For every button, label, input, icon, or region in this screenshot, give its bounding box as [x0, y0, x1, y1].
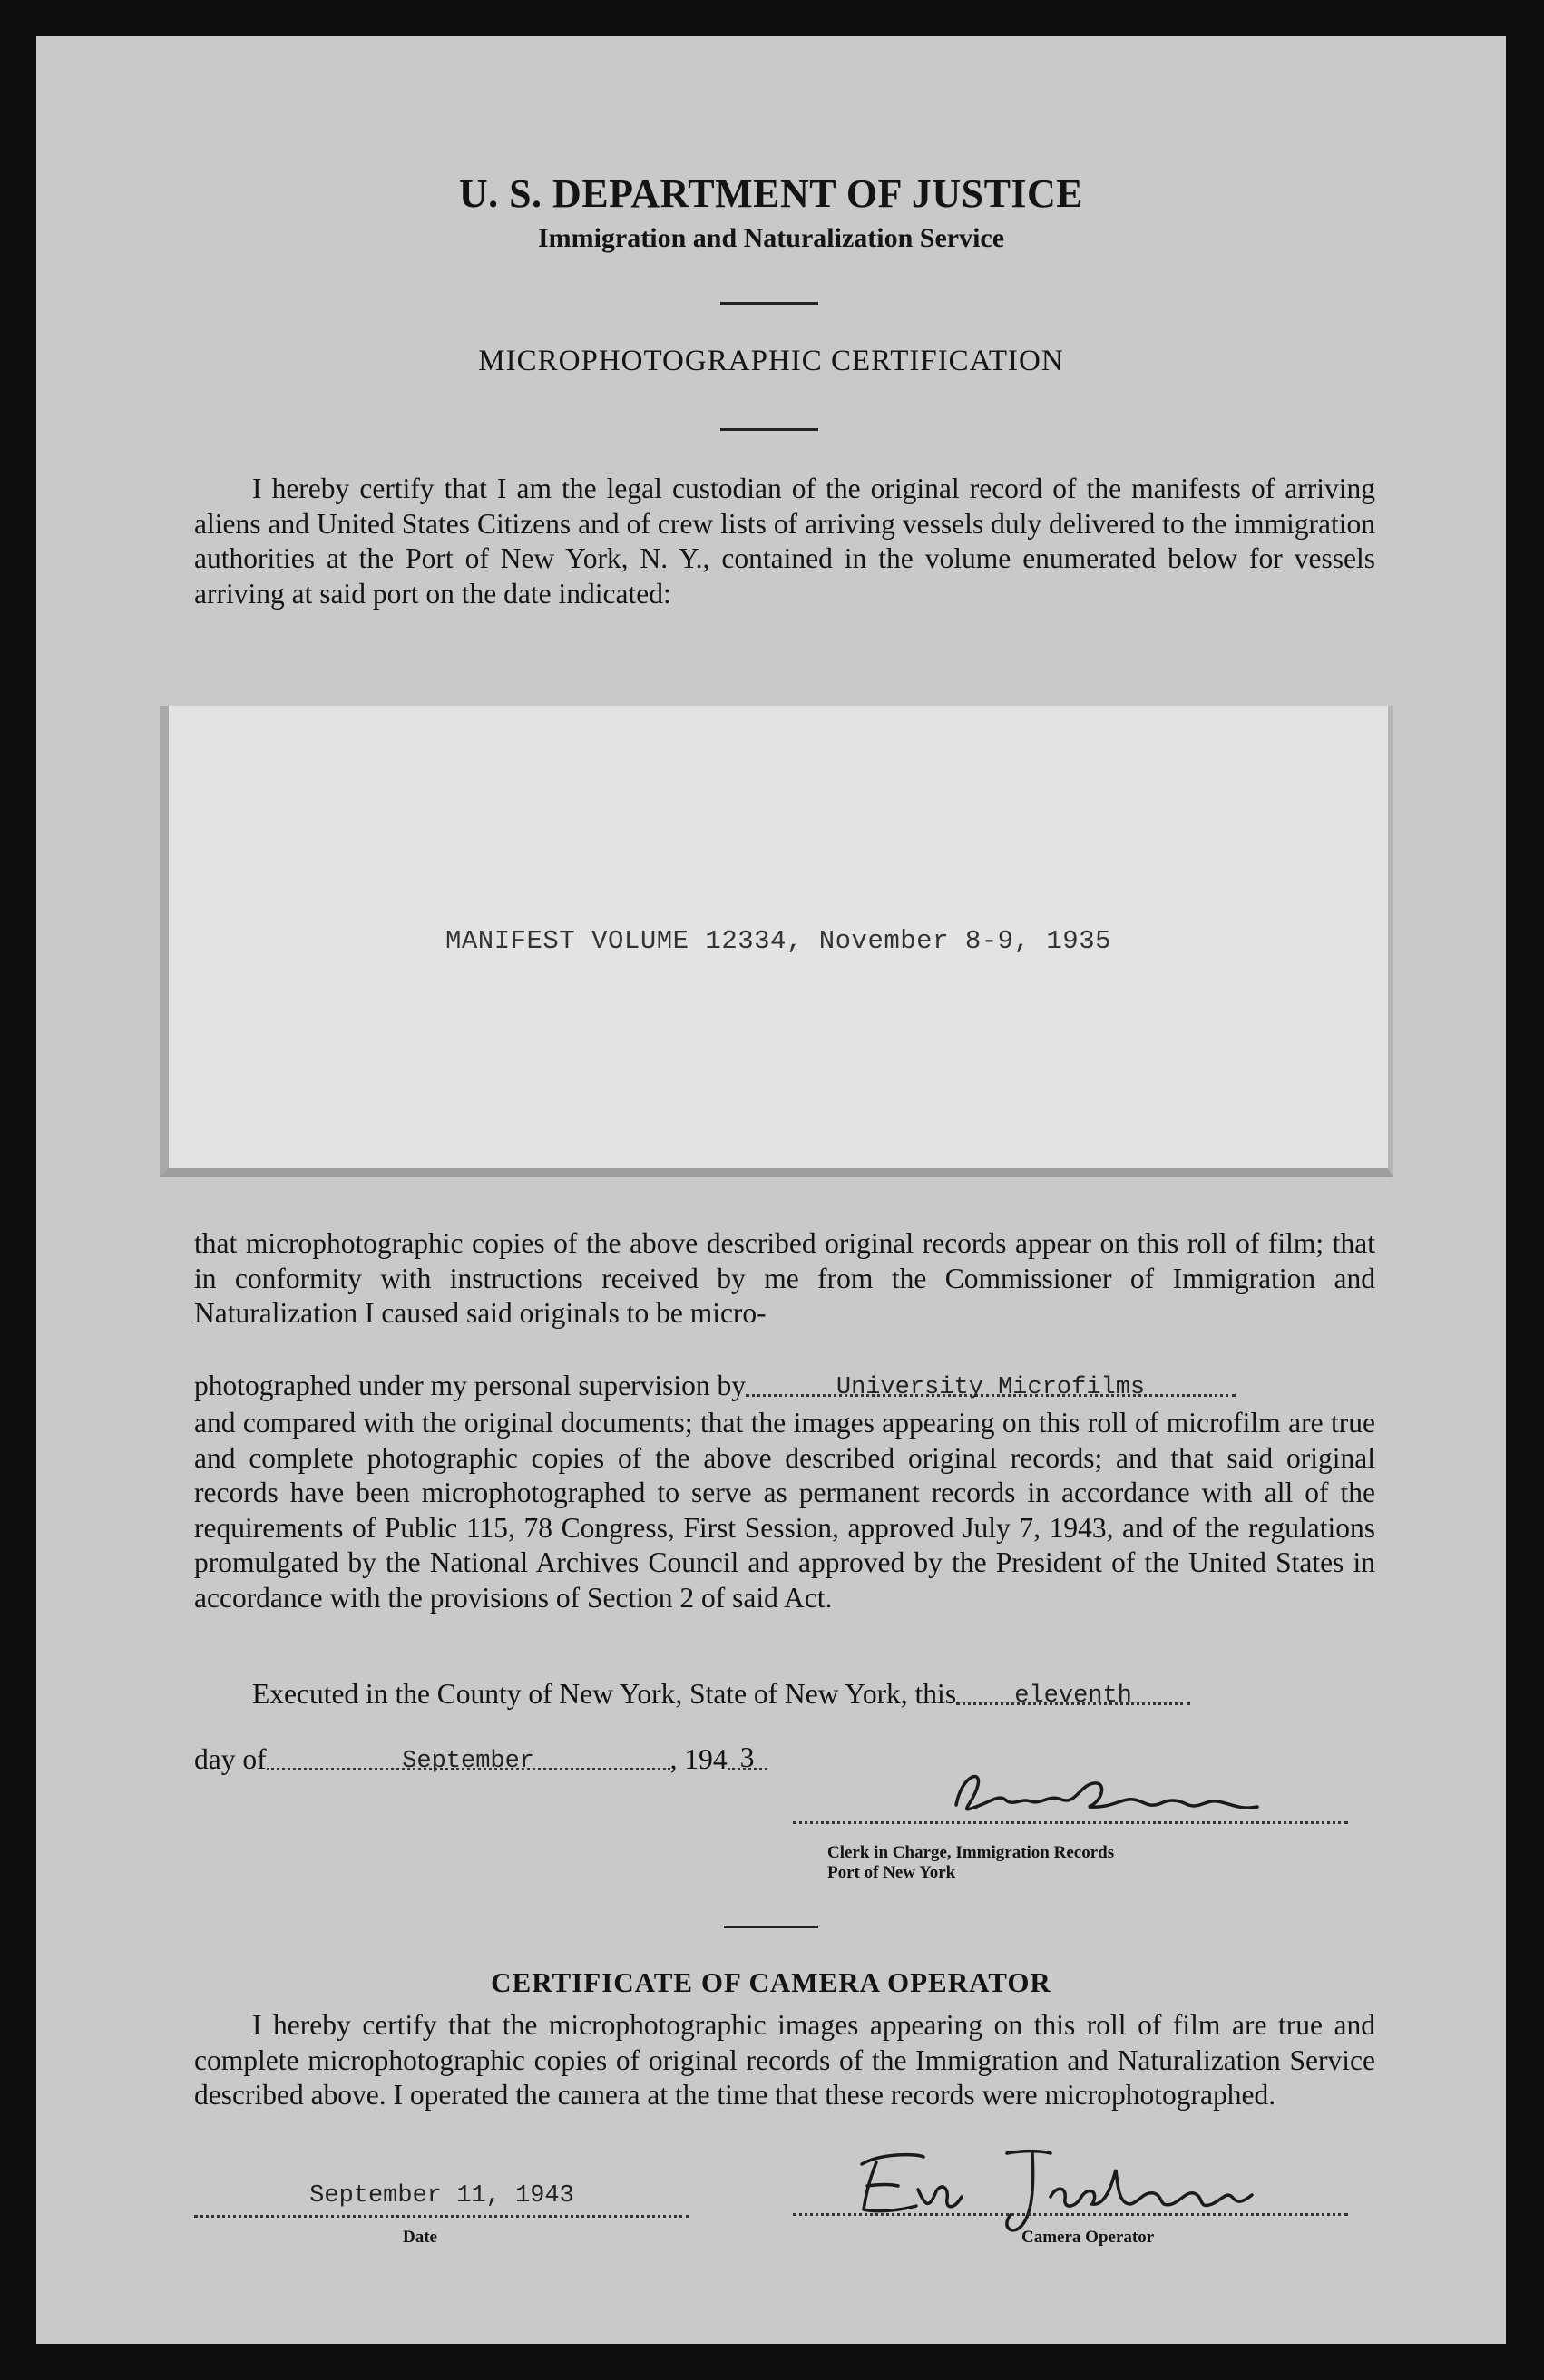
year-prefix: , 194: [669, 1743, 728, 1775]
body-paragraph-1: that microphotographic copies of the above described original records appear on this roll of film; that in conformity with instructions received by me from the Commissioner of Immigration and Naturalization I caused said originals to be micro-: [194, 1227, 1375, 1329]
clerk-signature: [934, 1758, 1315, 1839]
body-paragraph-2: and compared with the original documents; that the images appearing on this roll of microfilm are true and complete photographic copies of the above described original records; and that said original records have been microphotographed to serve as permanent records in accordance with all of the requirements of Public 115, 78 Congress, First Session, approved July 7, 1943, and of the regulations promulgated by the National Archives Council and approved by the President of the United States in accordance with the provisions of Section 2 of said Act.: [194, 1407, 1375, 1614]
divider-rule: [720, 428, 818, 431]
divider-rule: [720, 302, 818, 305]
clerk-signature-line: [793, 1821, 1348, 1824]
executed-month-field: [267, 1743, 670, 1775]
intro-paragraph: I hereby certify that I am the legal custodian of the original record of the manifests of arriving aliens and United States Citizens and of crew lists of arriving vessels duly delivered to the immigration authorities at the Port of New York, N. Y., contained in the volume enumerated below for vessels arriving at said port on the date indicated:: [194, 473, 1375, 610]
year-digit: 3: [739, 1741, 755, 1773]
department-title: U. S. DEPARTMENT OF JUSTICE: [458, 171, 1084, 216]
supervision-field: [746, 1370, 1236, 1401]
executed-year-field: [728, 1741, 767, 1773]
executed-date-line: [194, 1743, 767, 1776]
department-subtitle: Immigration and Naturalization Service: [537, 223, 1005, 253]
day-of-label: day of: [194, 1743, 267, 1775]
clerk-title-line-2: Port of New York: [827, 1863, 956, 1882]
executed-prefix: Executed in the County of New York, State of New York, this: [252, 1678, 957, 1710]
camera-operator-title: CERTIFICATE OF CAMERA OPERATOR: [491, 1966, 1051, 1998]
operator-date-field: [194, 2177, 689, 2218]
clerk-title: [827, 1843, 1114, 1883]
supervision-prefix: photographed under my personal supervision by: [194, 1370, 747, 1401]
certificate-page: [36, 36, 1506, 2344]
operator-signature-line: [793, 2213, 1348, 2216]
operator-label: Camera Operator: [1021, 2228, 1155, 2247]
volume-card-text: MANIFEST VOLUME 12334, November 8-9, 1935: [445, 926, 1112, 956]
divider-rule: [724, 1926, 818, 1928]
executed-day-field: [956, 1678, 1190, 1710]
operator-date-value: September 11, 1943: [309, 2182, 574, 2209]
operator-date-label: Date: [403, 2228, 437, 2247]
executed-day-value: eleventh: [1014, 1683, 1132, 1710]
camera-operator-paragraph: I hereby certify that the microphotographic images appearing on this roll of film are true and complete microphotographic copies of original records of the Immigration and Naturalization Service described above. I operated the camera at the time that these records were microphotographed.: [194, 2009, 1375, 2111]
clerk-title-line-1: Clerk in Charge, Immigration Records: [827, 1843, 1115, 1862]
volume-card: [160, 706, 1393, 1177]
certification-title: MICROPHOTOGRAPHIC CERTIFICATION: [478, 345, 1064, 377]
operator-signature: [816, 2133, 1306, 2242]
executed-line: [252, 1678, 1190, 1711]
supervision-line: [194, 1370, 1236, 1402]
executed-month-value: September: [402, 1748, 535, 1775]
supervision-value: University Microfilms: [836, 1374, 1146, 1401]
